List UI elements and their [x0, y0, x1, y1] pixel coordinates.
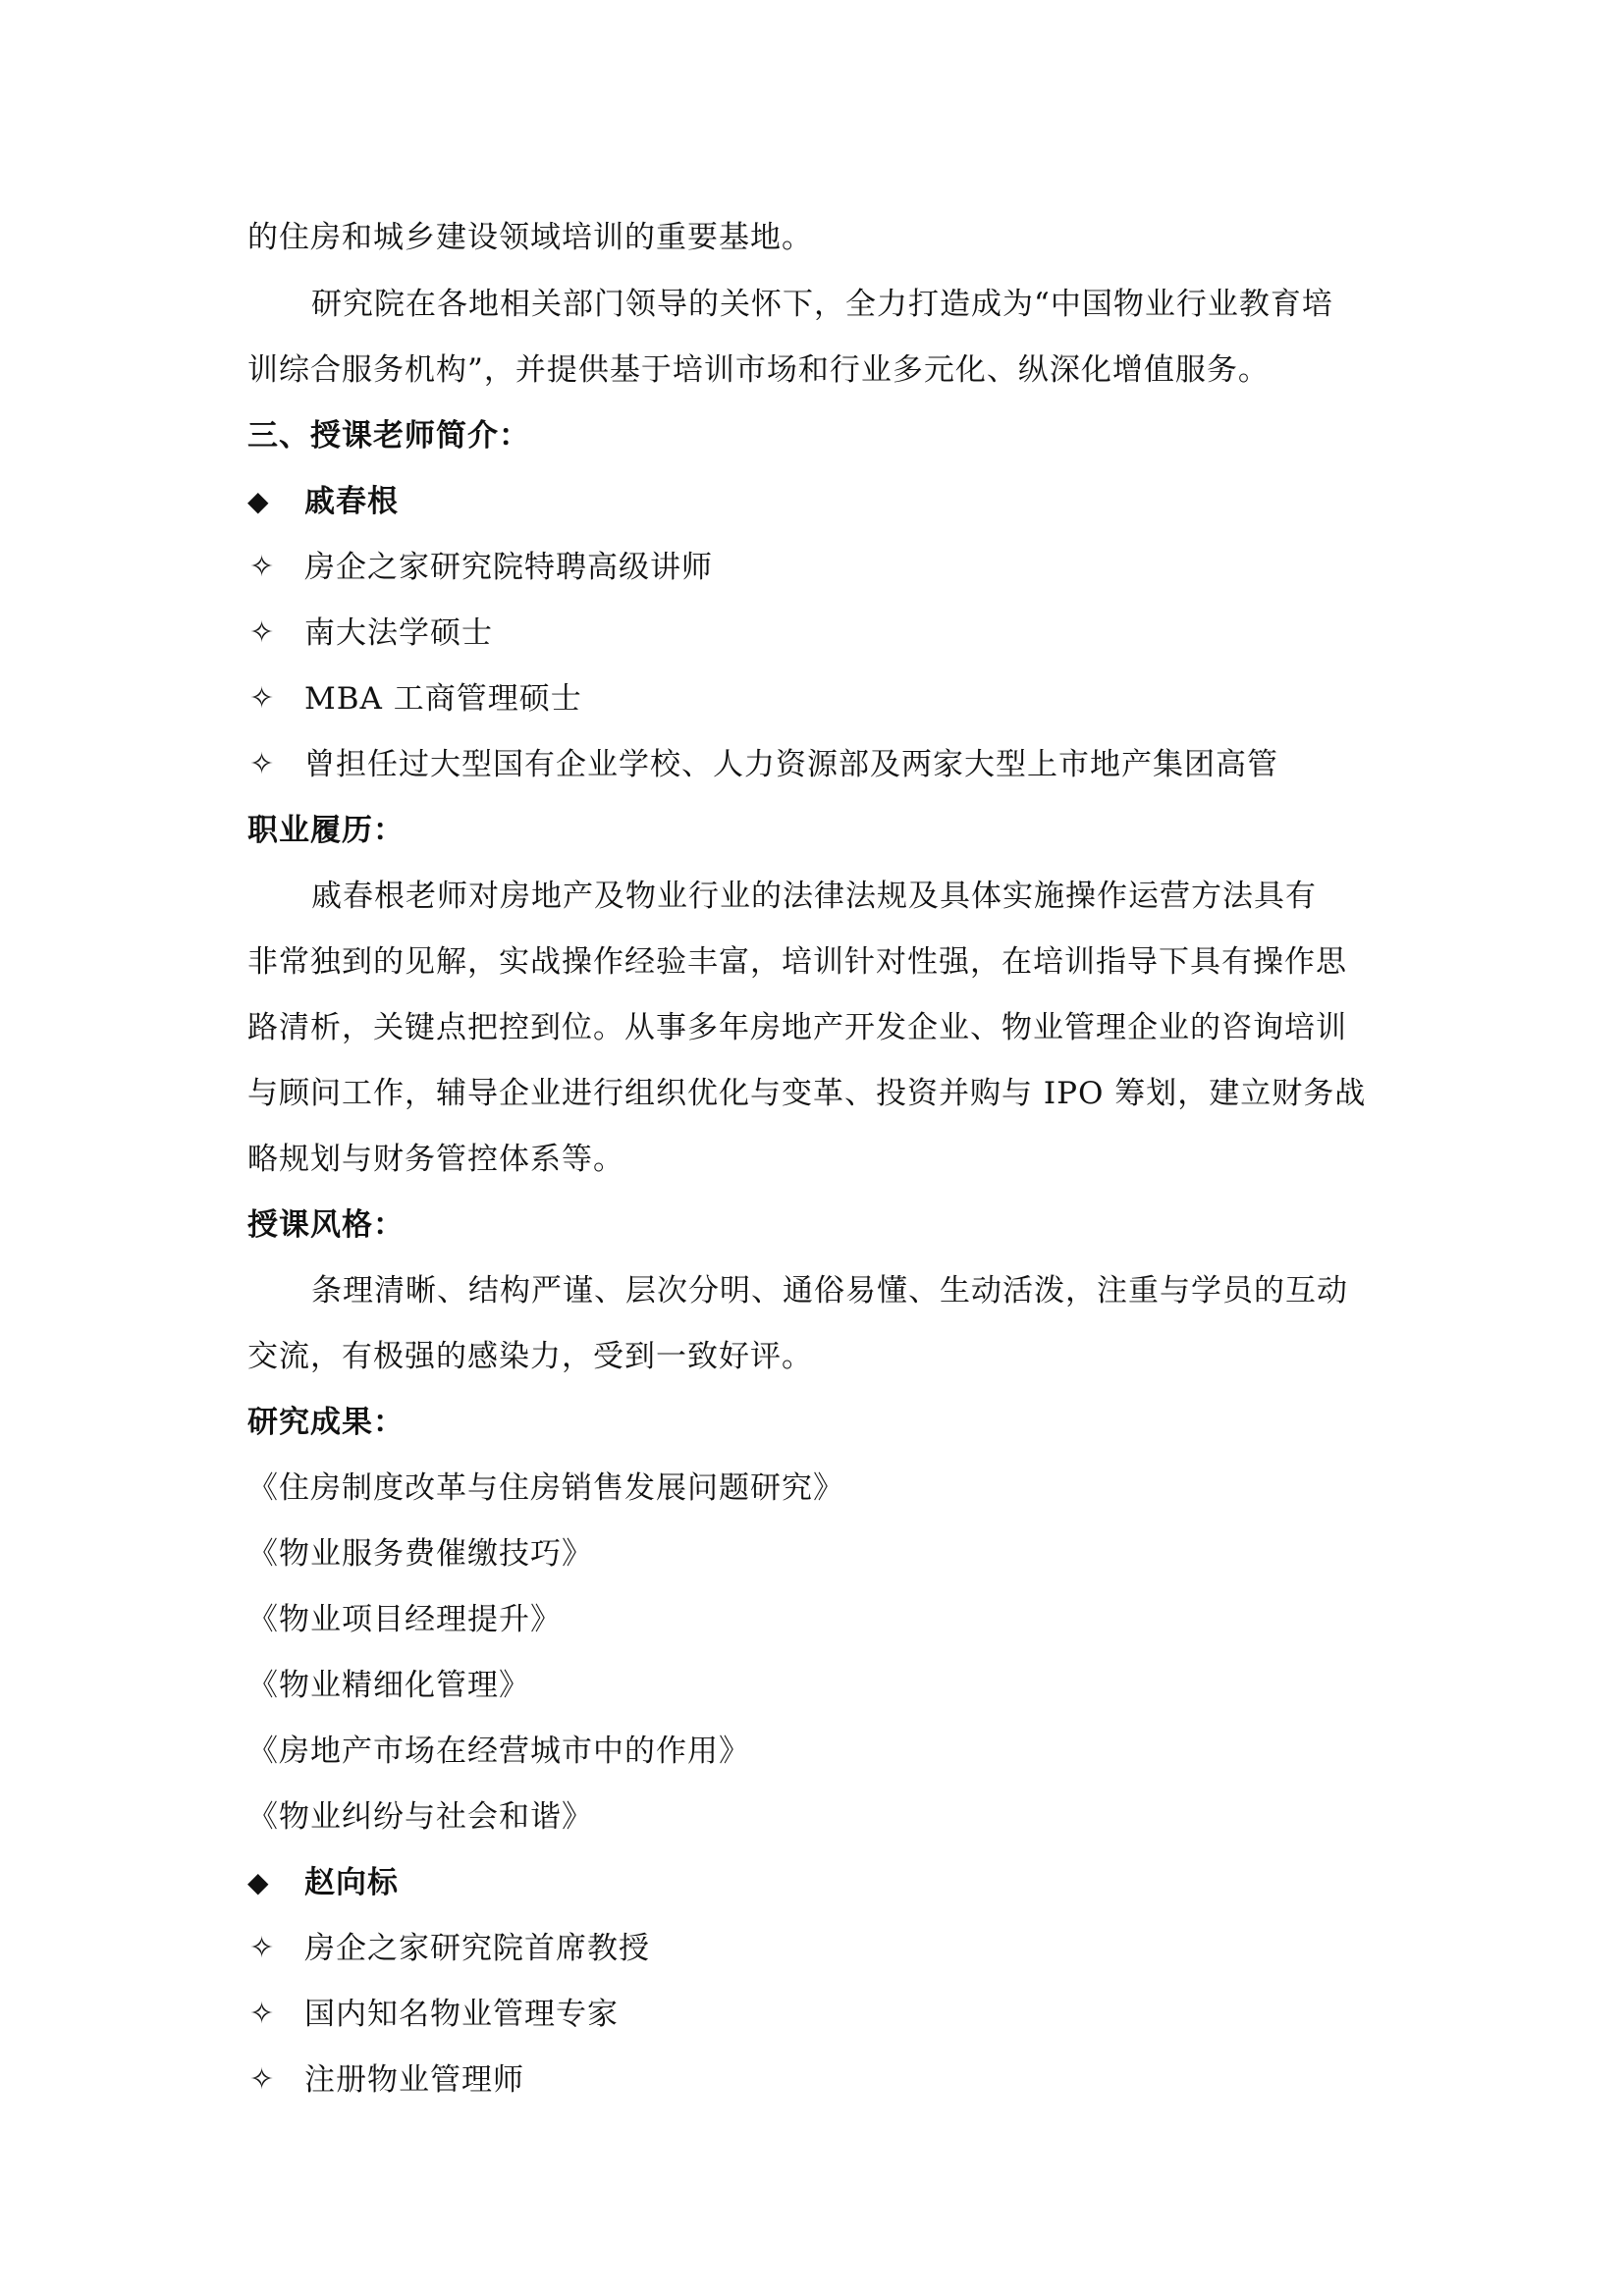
diamond-bullet-icon: ◆	[247, 485, 269, 517]
style-line-1: 条理清晰、结构严谨、层次分明、通俗易懂、生动活泼，注重与学员的互动	[311, 1273, 1348, 1308]
research-heading: 研究成果：	[247, 1405, 405, 1440]
teacher-name-2: 赵向标	[304, 1865, 399, 1900]
career-line-5: 略规划与财务管控体系等。	[247, 1142, 624, 1177]
research-item-2: 《物业服务费催缴技巧》	[247, 1536, 593, 1572]
star-bullet-icon: ✧	[249, 2062, 275, 2097]
career-heading: 职业履历：	[247, 813, 405, 848]
career-line-4: 与顾问工作，辅导企业进行组织优化与变革、投资并购与 IPO 筹划，建立财务战	[247, 1076, 1367, 1111]
intro-line-1: 的住房和城乡建设领域培训的重要基地。	[247, 220, 813, 255]
teacher-name-1: 戚春根	[304, 484, 399, 519]
style-line-2: 交流，有极强的感染力，受到一致好评。	[247, 1339, 813, 1374]
star-bullet-icon: ✧	[249, 550, 275, 584]
teacher1-item-2: 南大法学硕士	[304, 615, 493, 651]
teacher1-item-3: MBA 工商管理硕士	[304, 681, 582, 717]
teacher2-item-2: 国内知名物业管理专家	[304, 1997, 619, 2032]
research-item-3: 《物业项目经理提升》	[247, 1602, 562, 1637]
research-item-1: 《住房制度改革与住房销售发展问题研究》	[247, 1470, 844, 1506]
style-heading: 授课风格：	[247, 1207, 405, 1243]
intro-line-2: 研究院在各地相关部门领导的关怀下，全力打造成为“中国物业行业教育培	[311, 287, 1333, 322]
star-bullet-icon: ✧	[249, 747, 275, 781]
star-bullet-icon: ✧	[249, 615, 275, 650]
intro-line-3: 训综合服务机构”，并提供基于培训市场和行业多元化、纵深化增值服务。	[247, 352, 1270, 388]
star-bullet-icon: ✧	[249, 681, 275, 716]
star-bullet-icon: ✧	[249, 1997, 275, 2031]
career-line-1: 戚春根老师对房地产及物业行业的法律法规及具体实施操作运营方法具有	[311, 879, 1317, 914]
teacher2-item-3: 注册物业管理师	[304, 2062, 524, 2098]
diamond-bullet-icon: ◆	[247, 1866, 269, 1898]
career-line-2: 非常独到的见解，实战操作经验丰富，培训针对性强，在培训指导下具有操作思	[247, 944, 1347, 980]
star-bullet-icon: ✧	[249, 1931, 275, 1965]
research-item-6: 《物业纠纷与社会和谐》	[247, 1799, 593, 1835]
teacher1-item-4: 曾担任过大型国有企业学校、人力资源部及两家大型上市地产集团高管	[304, 747, 1278, 782]
research-item-4: 《物业精细化管理》	[247, 1668, 530, 1703]
career-line-3: 路清析，关键点把控到位。从事多年房地产开发企业、物业管理企业的咨询培训	[247, 1010, 1347, 1045]
section-heading: 三、授课老师简介：	[247, 418, 530, 454]
teacher2-item-1: 房企之家研究院首席教授	[304, 1931, 650, 1966]
teacher1-item-1: 房企之家研究院特聘高级讲师	[304, 550, 713, 585]
research-item-5: 《房地产市场在经营城市中的作用》	[247, 1734, 750, 1769]
